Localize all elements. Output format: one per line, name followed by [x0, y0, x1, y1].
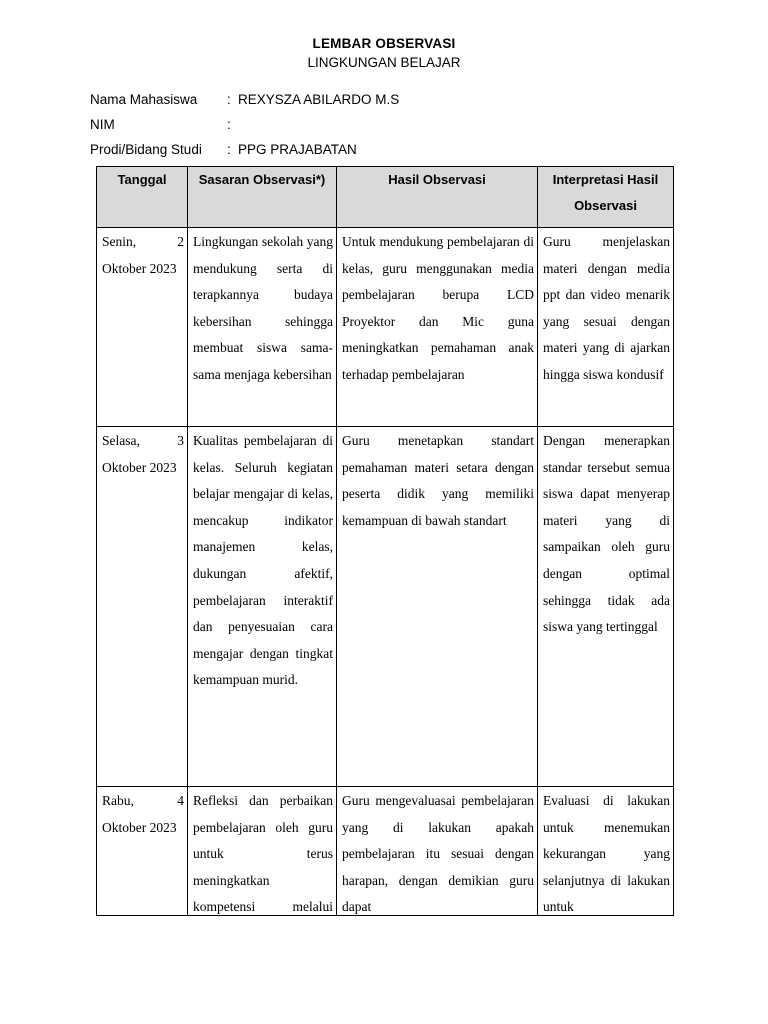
- document-subtitle: LINGKUNGAN BELAJAR: [307, 55, 461, 70]
- cell-hasil: Untuk mendukung pembelajaran di kelas, guru menggunakan media pembelajaran berupa LCD Proyektor dan Mic guna meningkatkan pemahaman anak terhadap pembelajaran: [337, 228, 538, 427]
- document-title: LEMBAR OBSERVASI: [312, 36, 456, 51]
- cell-tanggal: [97, 787, 188, 916]
- observation-table: [96, 166, 674, 916]
- info-colon: :: [227, 142, 231, 157]
- cell-tanggal: Selasa, 3 Oktober 2023: [97, 427, 188, 787]
- info-label: NIM: [90, 117, 115, 132]
- cell-sasaran: [188, 787, 337, 916]
- table-header-row: [97, 167, 674, 228]
- cell-text: Evaluasi di lakukan untuk menemukan kekurangan yang selanjutnya di lakukan untuk: [543, 793, 670, 914]
- info-colon: :: [227, 117, 231, 132]
- info-label: Prodi/Bidang Studi: [90, 142, 202, 157]
- header-sasaran: Sasaran Observasi*): [188, 167, 337, 228]
- cell-text: Refleksi dan perbaikan pembelajaran oleh guru untuk terus meningkatkan kompetensi melalui: [193, 793, 333, 914]
- info-value: PPG PRAJABATAN: [238, 142, 357, 157]
- cell-tanggal: Senin, 2 Oktober 2023: [97, 228, 188, 427]
- info-label: Nama Mahasiswa: [90, 92, 198, 107]
- table-row: [97, 228, 674, 427]
- cell-hasil: [337, 787, 538, 916]
- cell-sasaran: Kualitas pembelajaran di kelas. Seluruh kegiatan belajar mengajar di kelas, mencakup indikator manajemen kelas, dukungan afektif, pembelajaran interaktif dan penyesuaian cara mengajar dengan tingkat kemampuan murid.: [188, 427, 337, 787]
- cell-sasaran: Lingkungan sekolah yang mendukung serta di terapkannya budaya kebersihan sehingga membuat siswa sama-sama menjaga kebersihan: [188, 228, 337, 427]
- table-row: [97, 787, 674, 916]
- cell-interpretasi: Guru menjelaskan materi dengan media ppt dan video menarik yang sesuai dengan materi yang di ajarkan hingga siswa kondusif: [538, 228, 674, 427]
- cell-hasil: Guru menetapkan standart pemahaman materi setara dengan peserta didik yang memiliki kemampuan di bawah standart: [337, 427, 538, 787]
- info-colon: :: [227, 92, 231, 107]
- table-row: [97, 427, 674, 787]
- header-tanggal: Tanggal: [97, 167, 188, 228]
- cell-interpretasi: [538, 787, 674, 916]
- header-hasil: Hasil Observasi: [337, 167, 538, 228]
- info-value: REXYSZA ABILARDO M.S: [238, 92, 400, 107]
- cell-interpretasi: Dengan menerapkan standar tersebut semua siswa dapat menyerap materi yang di sampaikan oleh guru dengan optimal sehingga tidak ada siswa yang tertinggal: [538, 427, 674, 787]
- cell-text: Rabu, 4 Oktober 2023: [102, 793, 184, 835]
- cell-text: Guru mengevaluasai pembelajaran yang di lakukan apakah pembelajaran itu sesuai dengan harapan, dengan demikian guru dapat: [342, 793, 534, 914]
- header-interpretasi: Interpretasi Hasil Observasi: [538, 167, 674, 228]
